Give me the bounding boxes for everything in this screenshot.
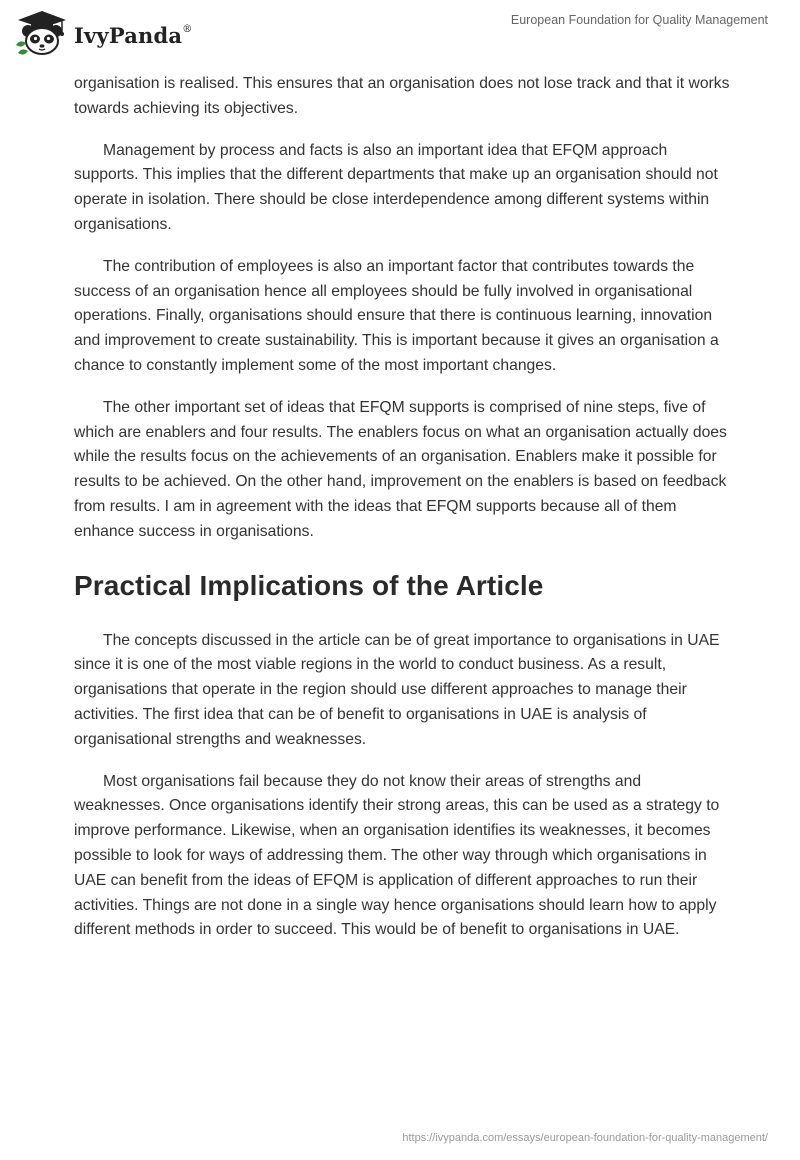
paragraph-3: The contribution of employees is also an important factor that contributes towards the success of an organisation hence all employees should be fully involved in organisational operations. Finally, organisations should ensure that there is continuous learning, innovation and improvement to create sustainability. This is important because it gives an organisation a chance to constantly implement some of the most important changes. xyxy=(74,257,719,374)
source-url[interactable]: https://ivypanda.com/essays/european-foundation-for-quality-management/ xyxy=(402,1132,768,1144)
paragraph-6: Most organisations fail because they do not know their areas of strengths and weaknesses. Once organisations identify their strong areas, this can be used as a strategy to improve performance. Likewise, when an organisation identifies its weaknesses, it becomes possible to look for ways of addressing them. The other way through which organisations in UAE can benefit from the ideas of EFQM is application of different approaches to run their activities. Things are not done in a single way hence organisations should learn how to apply different methods in order to succeed. This would be of benefit to organisations in UAE. xyxy=(74,772,720,939)
paragraph-5: The concepts discussed in the article can be of great importance to organisations in UAE since it is one of the most viable regions in the world to conduct business. As a result, organisations that operate in the region should use different approaches to manage their activities. The first idea that can be of benefit to organisations in UAE is analysis of organisational strengths and weaknesses. xyxy=(74,631,720,748)
essay-body xyxy=(74,72,734,960)
document-title: European Foundation for Quality Management xyxy=(510,13,768,27)
page-header xyxy=(0,0,800,60)
paragraph-4: The other important set of ideas that EFQM supports is comprised of nine steps, five of which are enablers and four results. The enablers focus on what an organisation actually does while the results focus on the achievements of an organisation. Enablers make it possible for results to be achieved. On the other hand, improvement on the enablers is based on feedback from results. I am in agreement with the ideas that EFQM supports because all of them enhance success in organisations. xyxy=(74,398,727,540)
paragraph-1: organisation is realised. This ensures that an organisation does not lose track and that it works towards achieving its objectives. xyxy=(74,75,730,117)
panda-graduate-icon xyxy=(14,9,70,57)
brand-text: IvyPanda xyxy=(74,22,183,48)
paragraph-2: Management by process and facts is also an important idea that EFQM approach supports. This implies that the different departments that make up an organisation should not operate in isolation. There should be close interdependence among different systems within organisations. xyxy=(74,141,718,233)
ivypanda-logo[interactable] xyxy=(14,8,192,58)
brand-name xyxy=(74,23,192,48)
section-heading: Practical Implications of the Article xyxy=(74,569,544,601)
registered-mark: ® xyxy=(182,23,193,35)
